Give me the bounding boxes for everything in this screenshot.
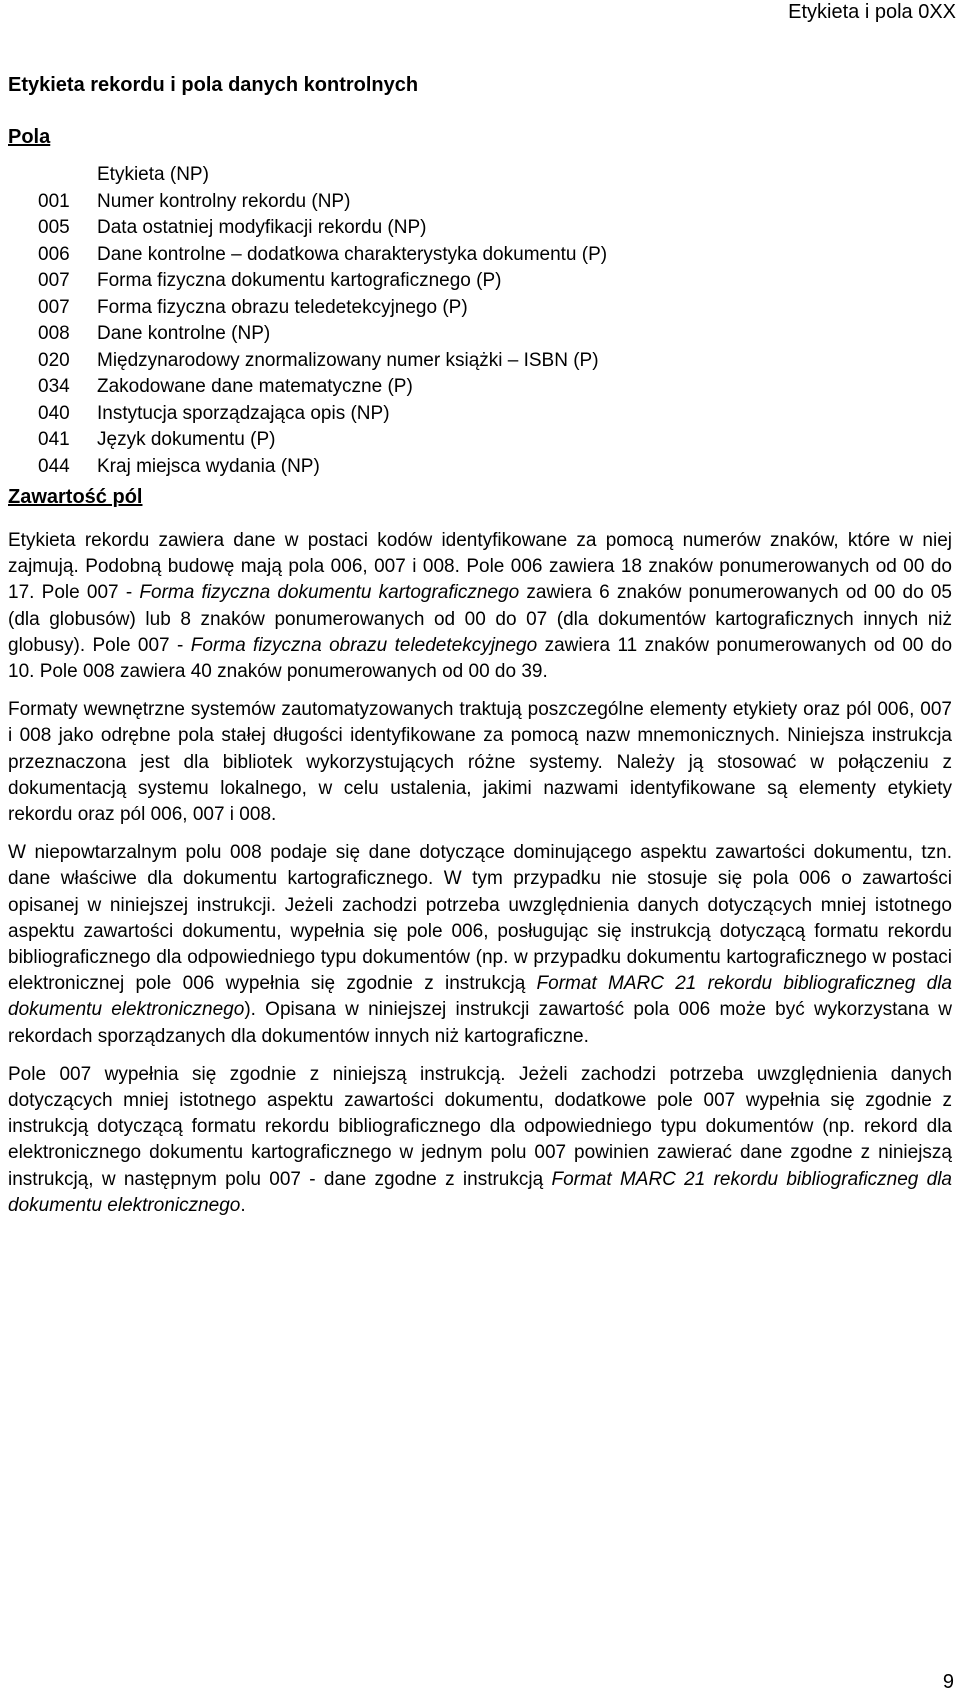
field-name: Język dokumentu (P)	[97, 429, 276, 450]
field-name: Etykieta (NP)	[97, 164, 209, 185]
field-name: Forma fizyczna obrazu teledetekcyjnego (P)	[97, 296, 468, 318]
field-name: Zakodowane dane matematyczne (P)	[97, 376, 413, 397]
paragraph-internal-formats: Formaty wewnętrzne systemów zautomatyzowanych traktują poszczególne elementy etykiety oraz pól 006, 007 i 008 jako odrębne pola stałej długości identyfikowane za pomocą nazw mnemonicznych. Niniejsza instrukcja przeznaczona jest dla bibliotek wykorzystujących różne systemy. Należy ją stosować w połączeniu z dokumentacją systemu lokalnego, w celu ustalenia, jakimi nazwami identyfikowane są elementy etykiety rekordu oraz pól 006, 007 i 008.	[8, 699, 952, 826]
field-item	[38, 321, 607, 348]
text-run: ). Opisana w niniejszej instrukcji zawartość pola 006 może być wykorzystana w rekordach sporządzanych dla dokumentów innych niż kartograficzne.	[8, 999, 952, 1047]
text-run: Etykieta rekordu zawiera dane w postaci kodów identyfikowane za pomocą numerów znaków, które w niej zajmują. Podobną budowę mają pola 006, 007 i 008. Pole 006 zawiera 18 znaków ponumerowanych od 00 do 17. Pole 007 -	[8, 530, 952, 604]
field-tag: 007	[38, 270, 70, 291]
text-run: Pole 007 wypełnia się zgodnie z niniejszą instrukcją. Jeżeli zachodzi potrzeba uwzględnienia danych dotyczących mniej istotnego aspektu zawartości dokumentu, dodatkowe pole 007 wypełnia się zgodnie z instrukcją dotyczącą formatu rekordu bibliograficznego dla odpowiedniego typu dokumentów (np. rekord dla elektronicznego dokumentu kartograficznego w jednym polu 007 powinien zawierać dane zgodne z niniejszą instrukcją, w następnym polu 007 - dane zgodne z instrukcją	[8, 1063, 952, 1190]
field-name: Kraj miejsca wydania (NP)	[97, 455, 320, 477]
text-run: W niepowtarzalnym polu 008 podaje się dane dotyczące dominującego aspektu zawartości dokumentu, tzn. dane właściwe dla dokumentu kartograficznego. W tym przypadku nie stosuje się pola 006 o zawartości opisanej w niniejszej instrukcji. Jeżeli zachodzi potrzeba uwzględnienia danych dotyczących mniej istotnego aspektu zawartości dokumentu, wypełnia się pole 006, posługując się instrukcją dotyczącą formatu rekordu bibliograficznego dla odpowiedniego typu dokumentów (np. w przypadku dokumentu kartograficznego w postaci elektronicznej pole 006 wypełnia się zgodnie z instrukcją	[8, 842, 952, 995]
field-tag: 007	[38, 296, 70, 318]
italic-document-title: Format MARC 21 rekordu bibliograficzneg dla dokumentu elektronicznego	[8, 973, 952, 1021]
italic-document-title: Format MARC 21 rekordu bibliograficzneg dla dokumentu elektronicznego	[8, 1168, 953, 1216]
running-header: Etykieta i pola 0XX	[788, 1, 956, 23]
text-run: zawiera 11 znaków ponumerowanych od 00 do 10. Pole 008 zawiera 40 znaków ponumerowanych od 00 do 39.	[8, 634, 953, 683]
paragraph-field-008	[8, 840, 952, 1050]
field-item	[38, 268, 607, 295]
page-number: 9	[942, 1671, 954, 1693]
field-item	[38, 374, 607, 401]
field-tag: 044	[38, 455, 70, 477]
field-name: Dane kontrolne (NP)	[97, 323, 271, 344]
field-tag: 020	[38, 349, 70, 371]
field-name: Data ostatniej modyfikacji rekordu (NP)	[97, 217, 427, 238]
field-item	[38, 427, 607, 454]
paragraph-fixed-fields	[8, 528, 952, 685]
field-name: Forma fizyczna dokumentu kartograficznego (P)	[97, 270, 502, 291]
field-tag: 034	[38, 376, 70, 397]
paragraph-field-007	[8, 1062, 952, 1219]
italic-field-name: Forma fizyczna dokumentu kartograficznego	[139, 582, 520, 604]
text-run: .	[240, 1194, 246, 1216]
section-heading-fields: Pola	[8, 126, 51, 148]
field-name: Instytucja sporządzająca opis (NP)	[97, 402, 390, 424]
section-heading-content: Zawartość pól	[8, 486, 143, 508]
field-tag: 001	[38, 190, 70, 212]
italic-field-name: Forma fizyczna obrazu teledetekcyjnego	[190, 634, 538, 656]
field-name: Numer kontrolny rekordu (NP)	[97, 190, 351, 212]
field-item	[38, 348, 607, 375]
field-tag: 041	[38, 429, 70, 450]
field-item	[38, 215, 607, 242]
document-title: Etykieta rekordu i pola danych kontrolnych	[8, 74, 419, 96]
field-tag: 006	[38, 243, 70, 265]
field-tag: 008	[38, 323, 70, 344]
field-tag: 040	[38, 402, 70, 424]
field-tag: 005	[38, 217, 70, 238]
field-item	[38, 189, 607, 216]
body-text	[8, 528, 952, 1231]
field-name: Dane kontrolne – dodatkowa charakterystyka dokumentu (P)	[97, 243, 608, 265]
field-name: Międzynarodowy znormalizowany numer książki – ISBN (P)	[97, 349, 599, 371]
text-run: zawiera 6 znaków ponumerowanych od 00 do 05 (dla globusów) lub 8 znaków ponumerowanych od 00 do 07 (dla dokumentów kartograficznych innych niż globusy). Pole 007 -	[8, 582, 953, 656]
field-item	[38, 162, 607, 189]
field-item	[38, 401, 607, 428]
field-list	[38, 162, 607, 480]
field-item	[38, 295, 607, 322]
field-item	[38, 454, 607, 481]
field-item	[38, 242, 607, 269]
